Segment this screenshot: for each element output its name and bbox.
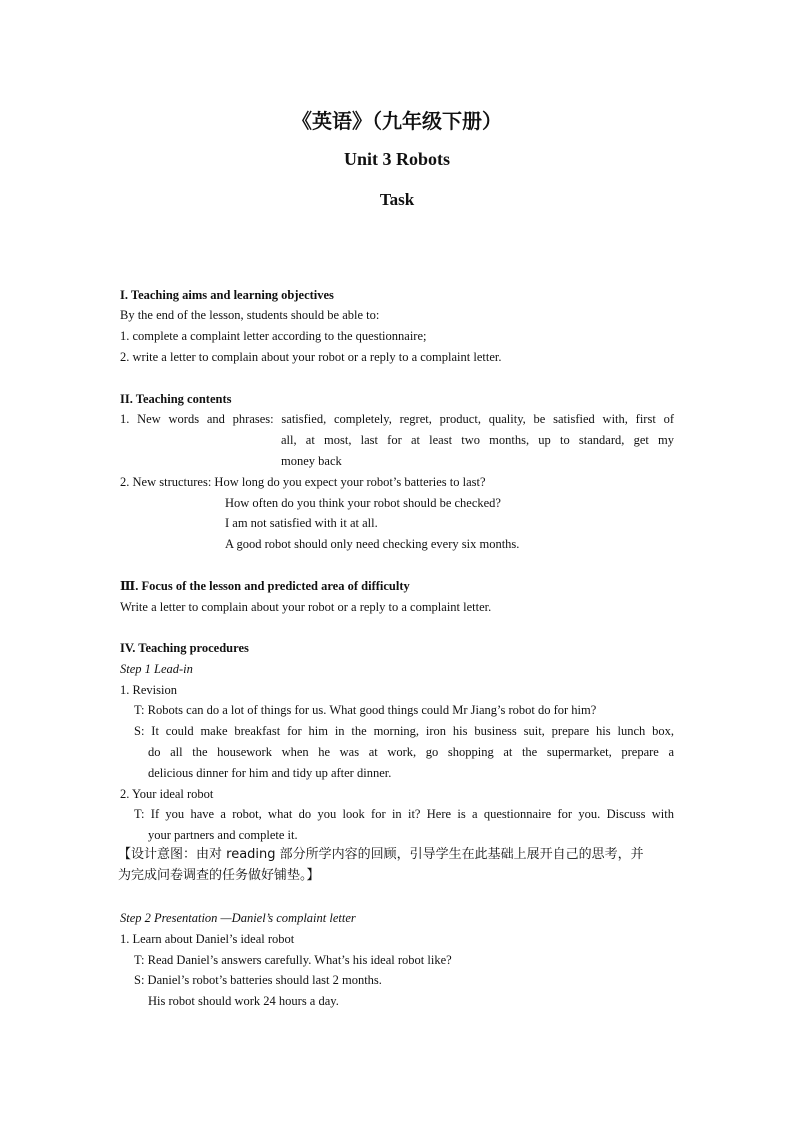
teacher-line-2a: T: If you have a robot, what do you look for in it? Here is a questionnaire for you. Discuss with (134, 807, 674, 821)
new-words-line-2: all, at most, last for at least two months, up to standard, get my (281, 433, 674, 447)
new-structures-line-3: I am not satisfied with it at all. (225, 516, 378, 530)
new-structures-line-2: How often do you think your robot should be checked? (225, 496, 501, 510)
student-line-1a: S: It could make breakfast for him in the morning, iron his business suit, prepare his lunch box, (134, 724, 674, 738)
new-structures-line-1: 2. New structures: How long do you expect your robot’s batteries to last? (120, 475, 486, 489)
section3-text: Write a letter to complain about your robot or a reply to a complaint letter. (120, 600, 492, 614)
design-intent-line-2: 为完成问卷调查的任务做好铺垫。】 (118, 868, 320, 883)
student-line-1b: do all the housework when he was at work, go shopping at the supermarket, prepare a (148, 745, 674, 759)
student-line-1c: delicious dinner for him and tidy up after dinner. (148, 766, 392, 780)
new-words-line-1: 1. New words and phrases: satisfied, completely, regret, product, quality, be satisfied with, first of (120, 412, 674, 426)
learn-label: 1. Learn about Daniel’s ideal robot (120, 932, 295, 946)
step2-title: Step 2 Presentation —Daniel’s complaint letter (120, 911, 356, 925)
ideal-robot-label: 2. Your ideal robot (120, 787, 214, 801)
revision-label: 1. Revision (120, 683, 177, 697)
teacher-line-3: T: Read Daniel’s answers carefully. What’s his ideal robot like? (134, 953, 452, 967)
unit-title: Unit 3 Robots (343, 149, 450, 169)
section4-heading: IV. Teaching procedures (120, 641, 249, 655)
section1-item-2: 2. write a letter to complain about your robot or a reply to a complaint letter. (120, 350, 502, 364)
design-intent-line-1: 【设计意图：由对 reading 部分所学内容的回顾，引导学生在此基础上展开自己的思考，并 (118, 847, 644, 862)
section1-item-1: 1. complete a complaint letter according to the questionnaire; (120, 329, 427, 343)
section1-heading: I. Teaching aims and learning objectives (120, 288, 334, 302)
new-words-line-3: money back (281, 454, 342, 468)
section2-heading: II. Teaching contents (120, 392, 232, 406)
book-title: 《英语》（九年级下册） (292, 109, 502, 133)
teacher-line-2b: your partners and complete it. (148, 828, 298, 842)
step1-title: Step 1 Lead-in (120, 662, 193, 676)
lesson-title: Task (379, 190, 415, 209)
section1-intro: By the end of the lesson, students should be able to: (120, 308, 380, 322)
new-structures-line-4: A good robot should only need checking every six months. (225, 537, 520, 551)
section3-heading: Ⅲ. Focus of the lesson and predicted area of difficulty (120, 579, 410, 593)
teacher-line-1: T: Robots can do a lot of things for us. What good things could Mr Jiang’s robot do for him? (134, 703, 597, 717)
student-line-3b: His robot should work 24 hours a day. (148, 994, 339, 1008)
student-line-3a: S: Daniel’s robot’s batteries should last 2 months. (134, 973, 382, 987)
